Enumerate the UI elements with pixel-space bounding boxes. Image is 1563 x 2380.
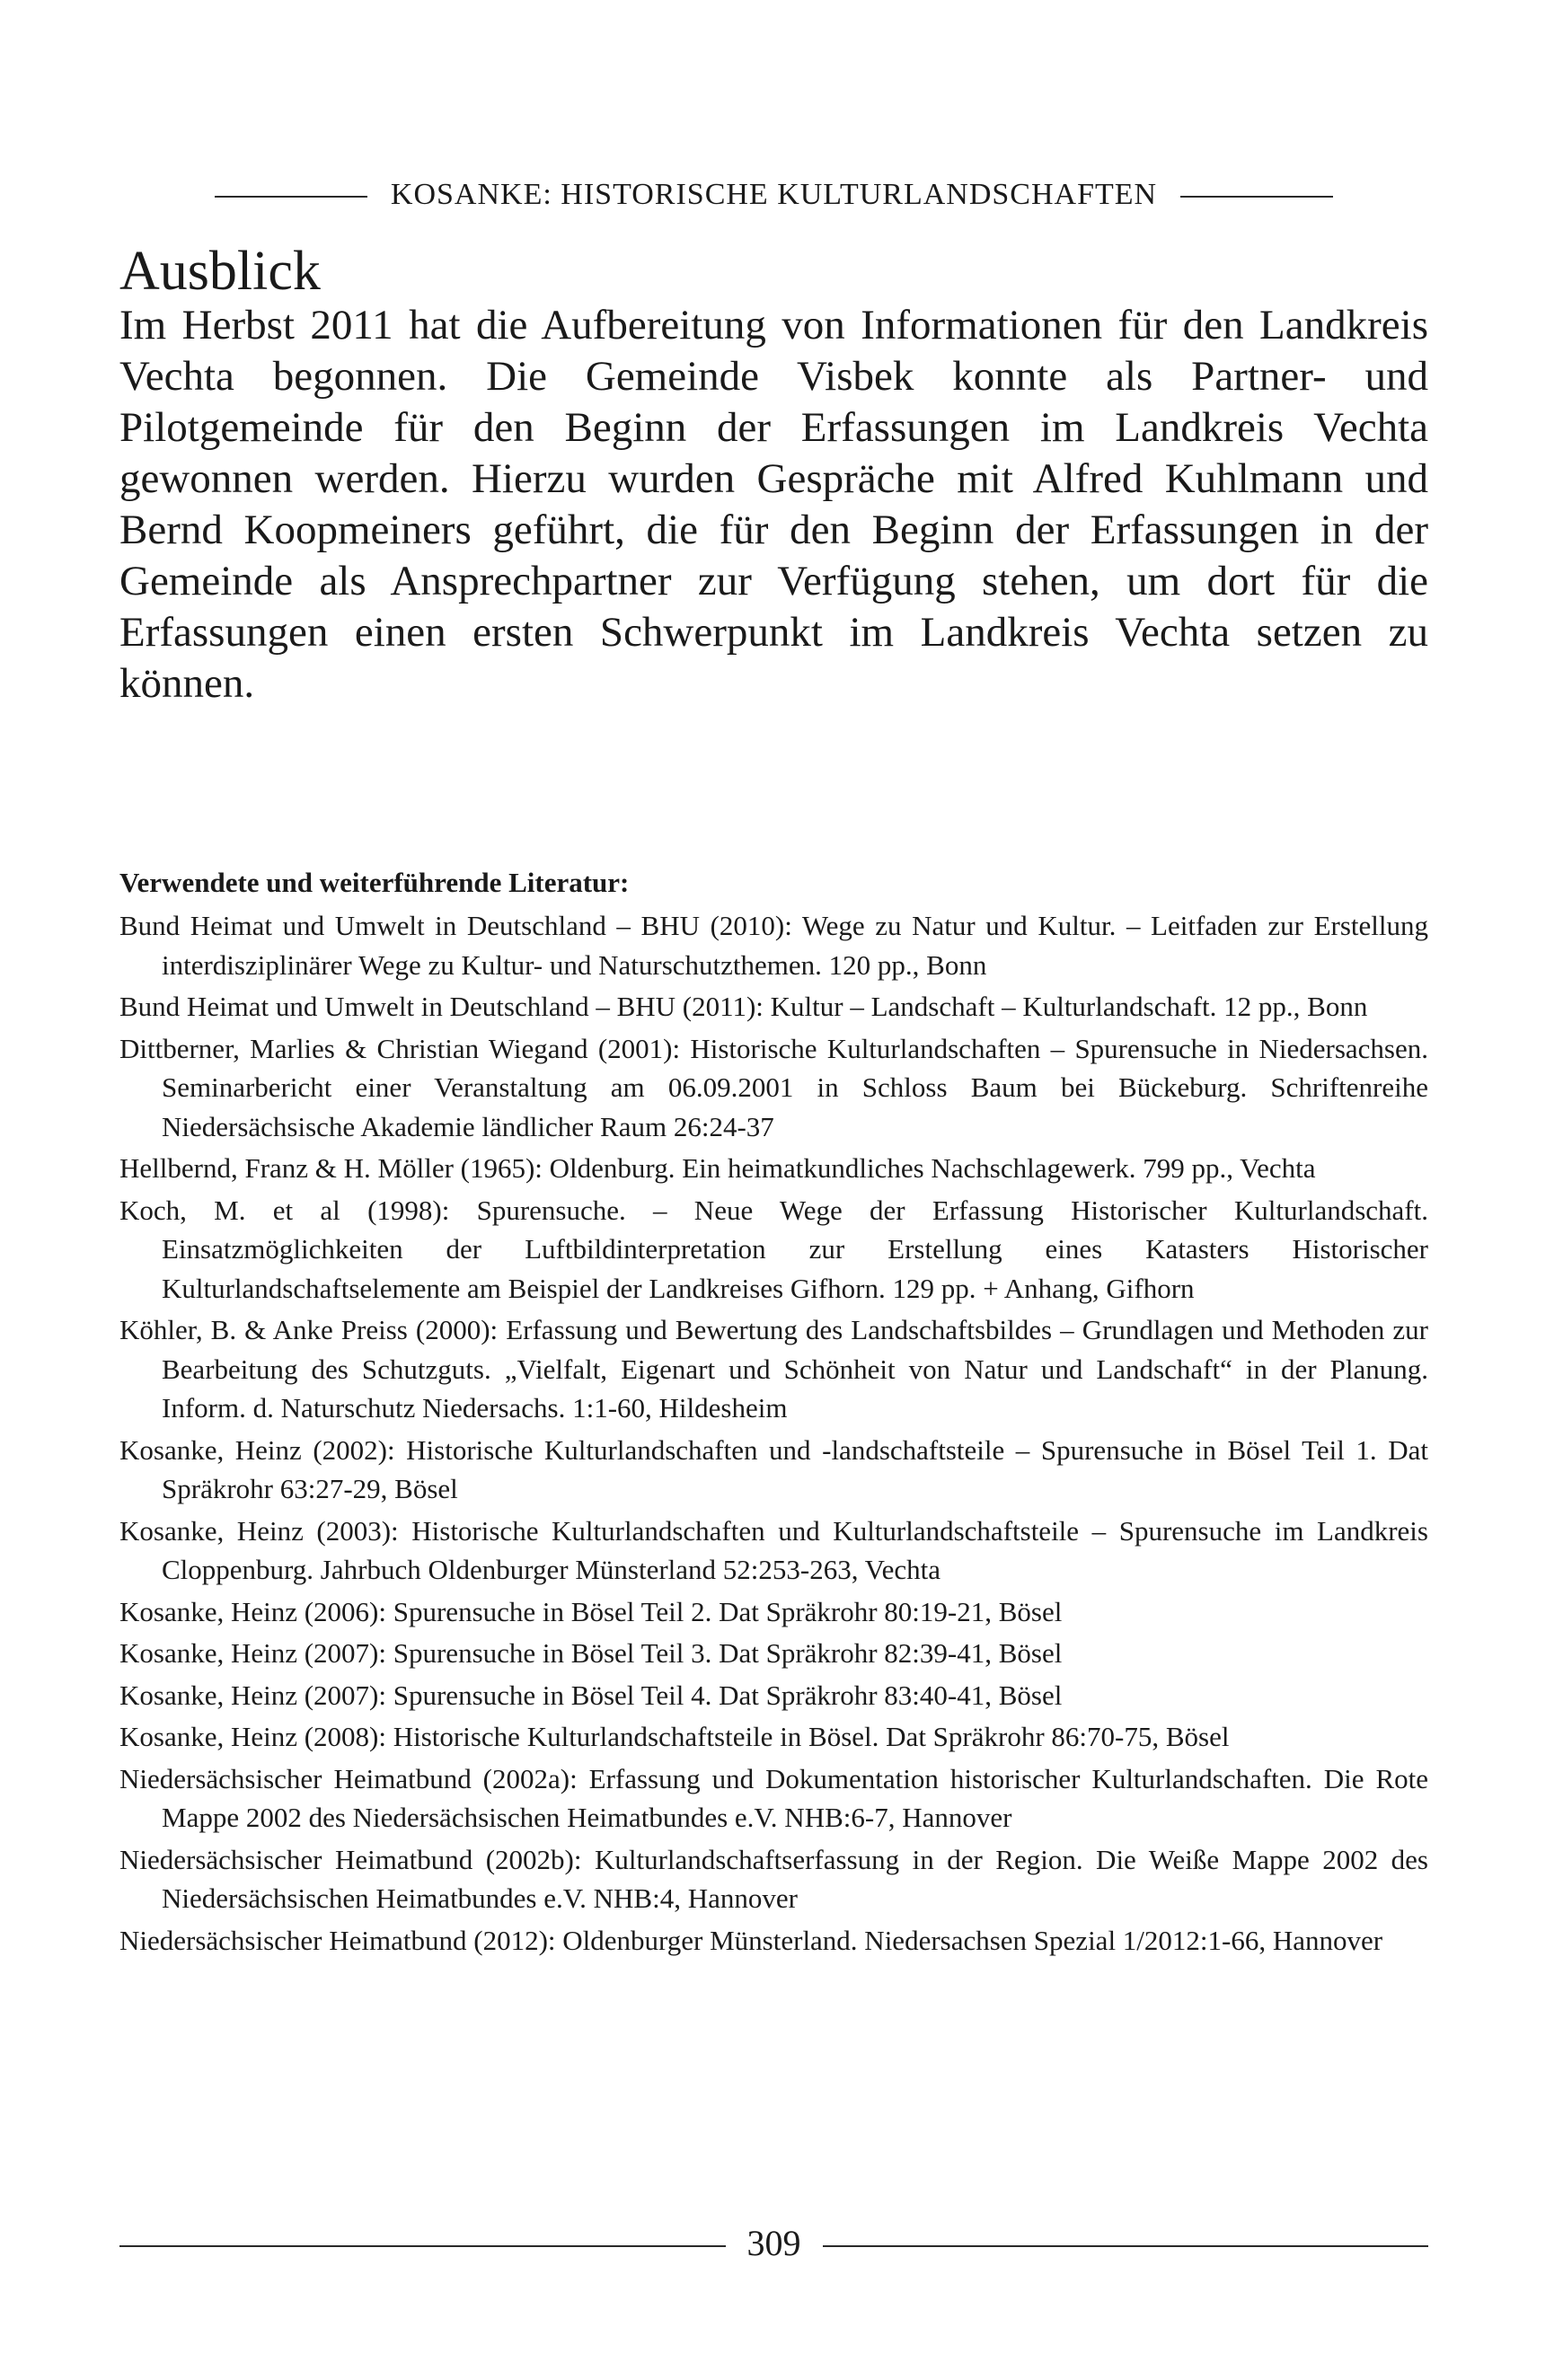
section-body: Im Herbst 2011 hat die Aufbereitung von Informationen für den Landkreis Vechta begonnen. Die Gemeinde Visbek konnte als Partner- und Pilotgemeinde für den Beginn der Erfassungen im Landkreis Vechta gewonnen werden. Hierzu wurden Gespräche mit Alfred Kuhlmann und Bernd Koopmeiners geführt, die für den Beginn der Erfassungen in der Gemeinde als Ansprechpartner zur Verfügung stehen, um dort für die Erfassungen einen ersten Schwerpunkt im Landkreis Vechta setzen zu können. <box>119 302 1428 707</box>
footer-rule-right <box>823 2245 1429 2247</box>
literature-entry: Niedersächsischer Heimatbund (2002b): Kulturlandschaftserfassung in der Region. Die Weiße Mappe 2002 des Niedersächsischen Heimatbundes e.V. NHB:4, Hannover <box>119 1843 1428 1914</box>
literature-entry: Kosanke, Heinz (2008): Historische Kulturlandschaftsteile in Bösel. Dat Spräkrohr 86:70-75, Bösel <box>119 1721 1230 1752</box>
literature-entry: Köhler, B. & Anke Preiss (2000): Erfassung und Bewertung des Landschaftsbildes – Grundlagen und Methoden zur Bearbeitung des Schutzguts. „Vielfalt, Eigenart und Schönheit von Natur und Landschaft“ in der Planung. Inform. d. Naturschutz Niedersachs. 1:1-60, Hildesheim <box>119 1314 1428 1424</box>
literature-entry: Kosanke, Heinz (2002): Historische Kulturlandschaften und -landschaftsteile – Spurensuche in Bösel Teil 1. Dat Spräkrohr 63:27-29, Bösel <box>119 1433 1428 1504</box>
literature-section <box>119 863 1428 1962</box>
literature-entry: Niedersächsischer Heimatbund (2012): Oldenburger Münsterland. Niedersachsen Spezial 1/2012:1-66, Hannover <box>119 1924 1383 1956</box>
literature-entry: Bund Heimat und Umwelt in Deutschland – BHU (2011): Kultur – Landschaft – Kulturlandschaft. 12 pp., Bonn <box>119 991 1368 1022</box>
literature-entry: Kosanke, Heinz (2007): Spurensuche in Bösel Teil 4. Dat Spräkrohr 83:40-41, Bösel <box>119 1679 1063 1711</box>
literature-entry: Dittberner, Marlies & Christian Wiegand (2001): Historische Kulturlandschaften – Spurensuche in Niedersachsen. Seminarbericht einer Veranstaltung am 06.09.2001 in Schloss Baum bei Bückeburg. Schriftenreihe Niedersächsische Akademie ländlicher Raum 26:24-37 <box>119 1032 1428 1142</box>
literature-entry: Niedersächsischer Heimatbund (2002a): Erfassung und Dokumentation historischer Kulturlandschaften. Die Rote Mappe 2002 des Niedersächsischen Heimatbundes e.V. NHB:6-7, Hannover <box>119 1762 1428 1833</box>
literature-list <box>119 906 1428 1960</box>
literature-entry: Bund Heimat und Umwelt in Deutschland – BHU (2010): Wege zu Natur und Kultur. – Leitfaden zur Erstellung interdisziplinärer Wege zu Kultur- und Naturschutzthemen. 120 pp., Bonn <box>119 910 1428 981</box>
footer-rule-left <box>119 2245 726 2247</box>
literature-entry: Hellbernd, Franz & H. Möller (1965): Oldenburg. Ein heimatkundliches Nachschlagewerk. 799 pp., Vechta <box>119 1152 1316 1184</box>
literature-heading: Verwendete und weiterführende Literatur: <box>119 867 630 898</box>
running-title: KOSANKE: HISTORISCHE KULTURLANDSCHAFTEN <box>390 178 1158 211</box>
section-ausblick <box>119 242 1428 710</box>
section-title: Ausblick <box>119 241 321 302</box>
literature-entry: Kosanke, Heinz (2007): Spurensuche in Bösel Teil 3. Dat Spräkrohr 82:39-41, Bösel <box>119 1637 1063 1669</box>
literature-entry: Kosanke, Heinz (2006): Spurensuche in Bösel Teil 2. Dat Spräkrohr 80:19-21, Bösel <box>119 1595 1063 1627</box>
header-rule-right <box>1180 196 1333 198</box>
page-footer <box>119 2222 1428 2264</box>
header-rule-left <box>215 196 367 198</box>
literature-entry: Kosanke, Heinz (2003): Historische Kulturlandschaften und Kulturlandschaftsteile – Spurensuche im Landkreis Cloppenburg. Jahrbuch Oldenburger Münsterland 52:253-263, Vechta <box>119 1514 1428 1585</box>
running-header <box>119 178 1428 212</box>
literature-entry: Koch, M. et al (1998): Spurensuche. – Neue Wege der Erfassung Historischer Kulturlandschaft. Einsatzmöglichkeiten der Luftbildinterpretation zur Erstellung eines Katasters Historischer Kulturlandschaftselemente am Beispiel der Landkreises Gifhorn. 129 pp. + Anhang, Gifhorn <box>119 1194 1428 1304</box>
page-number: 309 <box>746 2223 801 2263</box>
